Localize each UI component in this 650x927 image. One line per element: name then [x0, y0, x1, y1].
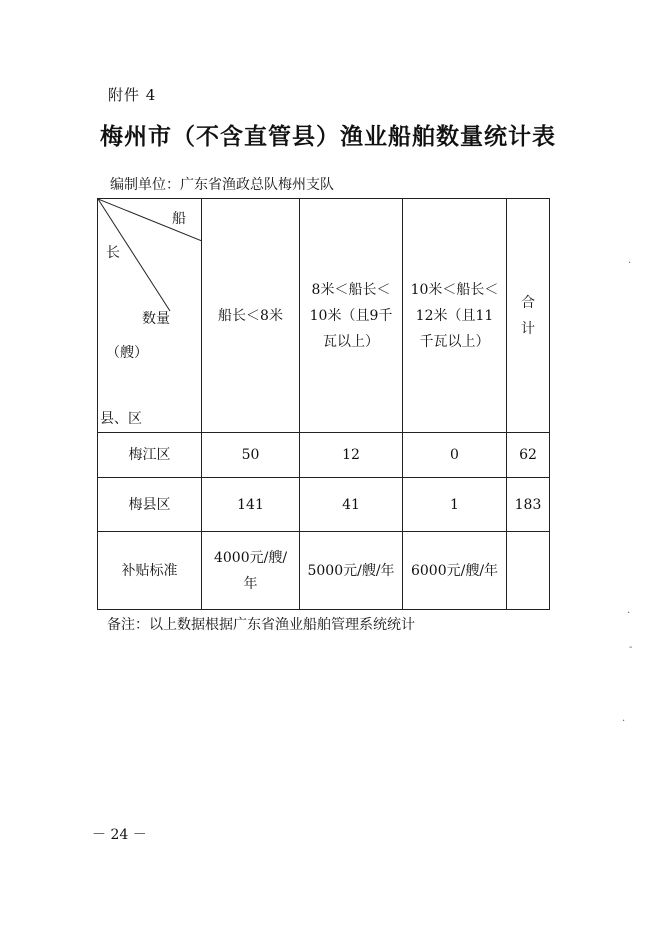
- row-label-meixian: 梅县区: [98, 478, 202, 532]
- scan-speck: ·: [627, 608, 631, 619]
- statistics-table-wrapper: [97, 198, 549, 609]
- scan-speck: ·: [622, 716, 626, 727]
- corner-label-count-unit: （艘）: [106, 345, 148, 361]
- table-cell: 12: [300, 433, 403, 478]
- column-header-10-to-12m: 10米＜船长＜ 12米（且11 千瓦以上）: [403, 199, 507, 433]
- table-cell: 41: [300, 478, 403, 532]
- page-title: 梅州市（不含直管县）渔业船舶数量统计表: [100, 123, 556, 150]
- row-label-subsidy: 补贴标准: [98, 532, 202, 610]
- subsidy-cell-8-to-10m: 5000元/艘/年: [300, 532, 403, 610]
- table-cell-total: 62: [507, 433, 550, 478]
- scan-speck: -: [629, 642, 633, 653]
- corner-label-count: 数量: [142, 311, 170, 327]
- diagonal-header-cell: [98, 199, 202, 433]
- table-cell-total: 183: [507, 478, 550, 532]
- column-header-under-8m: 船长＜8米: [202, 199, 300, 433]
- page-number: － 24 －: [92, 827, 147, 843]
- corner-label-length-2: 长: [106, 245, 120, 261]
- table-row: [98, 478, 550, 532]
- subsidy-cell-under-8m: 4000元/艘/ 年: [202, 532, 300, 610]
- table-cell: 1: [403, 478, 507, 532]
- footnote: 备注：以上数据根据广东省渔业船舶管理系统统计: [107, 617, 415, 633]
- table-cell: 141: [202, 478, 300, 532]
- row-label-meijiang: 梅江区: [98, 433, 202, 478]
- table-cell: 50: [202, 433, 300, 478]
- compiling-unit: 编制单位：广东省渔政总队梅州支队: [110, 177, 334, 193]
- statistics-table: [97, 198, 550, 610]
- column-header-8-to-10m: 8米＜船长＜ 10米（且9千 瓦以上）: [300, 199, 403, 433]
- table-cell: 0: [403, 433, 507, 478]
- corner-label-district: 县、区: [100, 411, 142, 427]
- table-row: [98, 433, 550, 478]
- subsidy-cell-10-to-12m: 6000元/艘/年: [403, 532, 507, 610]
- table-header-row: [98, 199, 550, 433]
- scan-speck: ·: [628, 258, 632, 269]
- column-header-total: 合 计: [507, 199, 550, 433]
- subsidy-row: [98, 532, 550, 610]
- corner-label-length-1: 船: [172, 211, 186, 227]
- subsidy-cell-total: [507, 532, 550, 610]
- attachment-label: 附件 4: [108, 86, 157, 104]
